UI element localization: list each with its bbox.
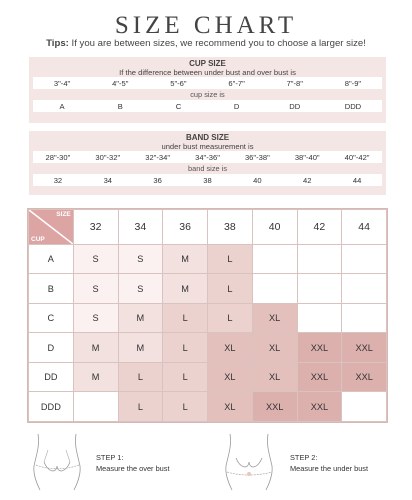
grid-corner xyxy=(29,210,74,245)
grid-band-header: 34 xyxy=(118,210,163,245)
grid-cell: L xyxy=(163,333,208,363)
grid-cell: XL xyxy=(252,333,297,363)
band-range-value: 28"-30" xyxy=(45,152,71,162)
band-range-value: 32"-34" xyxy=(145,152,171,162)
grid-cell xyxy=(297,244,342,274)
cup-size-heading: CUP SIZE xyxy=(189,59,226,68)
grid-cell: L xyxy=(163,392,208,422)
cup-diff-value: 6"-7" xyxy=(228,78,245,88)
cup-size-value: B xyxy=(117,101,123,111)
grid-cell: M xyxy=(73,333,118,363)
grid-band-header: 42 xyxy=(297,210,342,245)
grid-cell: XXL xyxy=(297,392,342,422)
step-1-label: STEP 1: xyxy=(96,453,124,462)
grid-cell: XL xyxy=(208,333,253,363)
grid-row xyxy=(29,274,387,304)
band-range-value: 38"-40" xyxy=(294,152,320,162)
tips-label: Tips: xyxy=(46,38,69,49)
grid-row xyxy=(29,333,387,363)
grid-cup-header: C xyxy=(29,303,74,333)
grid-cell: S xyxy=(118,274,163,304)
under-bust-illustration-icon xyxy=(222,432,277,492)
band-range-value: 36"-38" xyxy=(244,152,270,162)
grid-cell xyxy=(342,244,387,274)
over-bust-illustration-icon xyxy=(30,432,85,492)
grid-cell xyxy=(73,392,118,422)
grid-cup-header: A xyxy=(29,244,74,274)
grid-cup-header: DDD xyxy=(29,392,74,422)
cup-diff-value: 5"-6" xyxy=(170,78,187,88)
corner-cup-label: CUP xyxy=(31,235,45,243)
cup-size-value: DDD xyxy=(344,101,362,111)
band-size-value: 34 xyxy=(103,175,113,185)
cup-size-value: DD xyxy=(289,101,301,111)
grid-header-row xyxy=(29,210,387,245)
grid-cell: M xyxy=(118,333,163,363)
band-size-value: 44 xyxy=(352,175,362,185)
grid-row xyxy=(29,392,387,422)
grid-cell: S xyxy=(73,303,118,333)
cup-diff-value: 3"-4" xyxy=(53,78,71,88)
grid-cell xyxy=(297,274,342,304)
band-size-value: 36 xyxy=(153,175,162,185)
step-1-text: Measure the over bust xyxy=(96,464,170,473)
cup-size-caption: cup size is xyxy=(190,90,225,99)
cup-size-subheading: If the difference between under bust and over bust is xyxy=(119,68,296,77)
grid-cell: XL xyxy=(252,362,297,392)
band-size-row xyxy=(33,174,382,186)
size-grid-table xyxy=(28,209,387,422)
grid-cup-header: DD xyxy=(29,362,74,392)
grid-cup-header: D xyxy=(29,333,74,363)
band-range-row xyxy=(33,151,382,163)
grid-cell: L xyxy=(208,303,253,333)
cup-diff-row xyxy=(33,77,382,89)
grid-row xyxy=(29,244,387,274)
grid-cell: S xyxy=(73,274,118,304)
cup-size-value: D xyxy=(233,101,240,111)
band-range-value: 34"-36" xyxy=(195,152,220,162)
grid-cell: XXL xyxy=(252,392,297,422)
band-size-caption: band size is xyxy=(187,164,228,173)
grid-cell: XXL xyxy=(297,333,342,363)
step-1 xyxy=(96,452,170,474)
band-range-value: 40"-42" xyxy=(344,152,370,162)
grid-cell: XL xyxy=(208,362,253,392)
grid-cell: XXL xyxy=(342,333,387,363)
corner-size-label: SIZE xyxy=(56,211,71,218)
grid-cell: XXL xyxy=(297,362,342,392)
grid-cell: XL xyxy=(208,392,253,422)
grid-cell: L xyxy=(163,362,208,392)
grid-cell: L xyxy=(208,274,253,304)
grid-cell: L xyxy=(118,392,163,422)
cup-diff-value: 4"-5" xyxy=(112,78,129,88)
grid-cell: M xyxy=(163,274,208,304)
grid-cell: L xyxy=(118,362,163,392)
grid-cell: L xyxy=(208,244,253,274)
grid-cell: M xyxy=(73,362,118,392)
band-size-subheading: under bust measurement is xyxy=(161,142,254,151)
grid-cell: XXL xyxy=(342,362,387,392)
cup-size-row xyxy=(33,100,382,112)
grid-cell xyxy=(342,392,387,422)
band-size-heading: BAND SIZE xyxy=(185,133,230,142)
tips-text: If you are between sizes, we recommend you to choose a larger size! xyxy=(68,38,366,49)
cup-size-value: A xyxy=(59,101,65,111)
grid-cell: XL xyxy=(252,303,297,333)
grid-cell: M xyxy=(163,244,208,274)
band-size-value: 40 xyxy=(253,175,262,185)
grid-cell: S xyxy=(118,244,163,274)
grid-cell xyxy=(297,303,342,333)
cup-diff-value: 8"-9" xyxy=(344,78,362,88)
grid-cell xyxy=(252,244,297,274)
grid-cell: M xyxy=(118,303,163,333)
grid-band-header: 44 xyxy=(342,210,387,245)
band-range-value: 30"-32" xyxy=(95,152,121,162)
cup-size-value: C xyxy=(175,101,182,111)
grid-band-header: 38 xyxy=(208,210,253,245)
grid-band-header: 40 xyxy=(252,210,297,245)
step-2-label: STEP 2: xyxy=(290,453,318,462)
grid-row xyxy=(29,362,387,392)
grid-cup-header: B xyxy=(29,274,74,304)
band-size-value: 38 xyxy=(203,175,212,185)
grid-row xyxy=(29,303,387,333)
grid-cell: S xyxy=(73,244,118,274)
step-2-text: Measure the under bust xyxy=(290,464,369,473)
grid-cell xyxy=(342,274,387,304)
tips-line xyxy=(0,38,412,49)
step-2 xyxy=(290,452,368,474)
cup-diff-value: 7"-8" xyxy=(286,78,303,88)
grid-cell: L xyxy=(163,303,208,333)
cup-size-box xyxy=(29,57,386,123)
band-size-box xyxy=(29,131,386,195)
grid-band-header: 36 xyxy=(163,210,208,245)
grid-cell xyxy=(252,274,297,304)
grid-band-header: 32 xyxy=(73,210,118,245)
page-title: SIZE CHART xyxy=(114,12,298,39)
band-size-value: 32 xyxy=(53,175,63,185)
grid-cell xyxy=(342,303,387,333)
band-size-value: 42 xyxy=(303,175,312,185)
size-grid xyxy=(27,208,388,423)
